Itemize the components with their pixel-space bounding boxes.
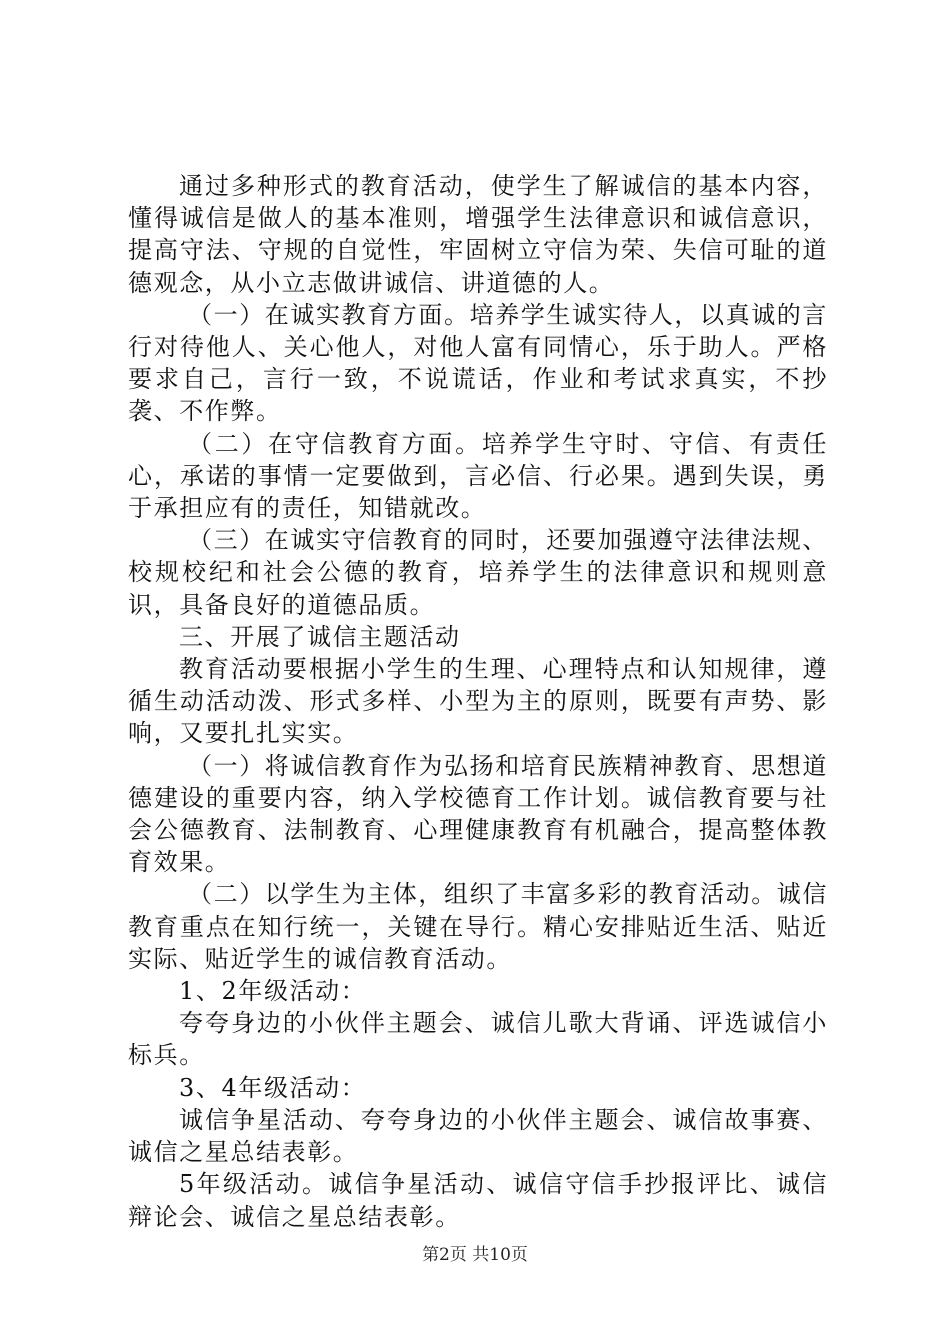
grade-3-4-heading: 3、4年级活动： bbox=[179, 1073, 367, 1102]
paragraph-activity-principles: 教育活动要根据小学生的生理、心理特点和认知规律，遵循生动活动泼、形式多样、小型为主的原则，既要有声势、影响，又要扎扎实实。 bbox=[128, 655, 828, 748]
grade-5-activities: 5年级活动。诚信争星活动、诚信守信手抄报评比、诚信辩论会、诚信之星总结表彰。 bbox=[128, 1170, 828, 1231]
paragraph-intro: 通过多种形式的教育活动，使学生了解诚信的基本内容，懂得诚信是做人的基本准则，增强学生法律意识和诚信意识，提高守法、守规的自觉性，牢固树立守信为荣、失信可耻的道德观念，从小立志做讲诚信、讲道德的人。 bbox=[128, 172, 828, 297]
page-number-footer: 第2页 共10页 bbox=[422, 1245, 528, 1265]
document-body bbox=[128, 170, 828, 1233]
paragraph-honesty-education: （一）在诚实教育方面。培养学生诚实待人，以真诚的言行对待他人、关心他人，对他人富有同情心，乐于助人。严格要求自己，言行一致，不说谎话，作业和考试求真实，不抄袭、不作弊。 bbox=[128, 300, 828, 426]
grade-3-4-activities: 诚信争星活动、夸夸身边的小伙伴主题会、诚信故事赛、诚信之星总结表彰。 bbox=[128, 1105, 828, 1167]
paragraph-law-education: （三）在诚实守信教育的同时，还要加强遵守法律法规、校规校纪和社会公德的教育，培养学生的法律意识和规则意识，具备良好的道德品质。 bbox=[128, 526, 828, 619]
section-heading-activities: 三、开展了诚信主题活动 bbox=[179, 622, 461, 651]
paragraph-student-centered: （二）以学生为主体，组织了丰富多彩的教育活动。诚信教育重点在知行统一，关键在导行。精心安排贴近生活、贴近实际、贴近学生的诚信教育活动。 bbox=[128, 880, 828, 973]
grade-1-2-heading: 1、2年级活动： bbox=[179, 977, 367, 1006]
paragraph-moral-construction: （一）将诚信教育作为弘扬和培育民族精神教育、思想道德建设的重要内容，纳入学校德育工作计划。诚信教育要与社会公德教育、法制教育、心理健康教育有机融合，提高整体教育效果。 bbox=[128, 751, 828, 877]
paragraph-trust-education: （二）在守信教育方面。培养学生守时、守信、有责任心，承诺的事情一定要做到，言必信、行必果。遇到失误，勇于承担应有的责任，知错就改。 bbox=[128, 429, 828, 523]
grade-1-2-activities: 夸夸身边的小伙伴主题会、诚信儿歌大背诵、评选诚信小标兵。 bbox=[128, 1009, 828, 1070]
